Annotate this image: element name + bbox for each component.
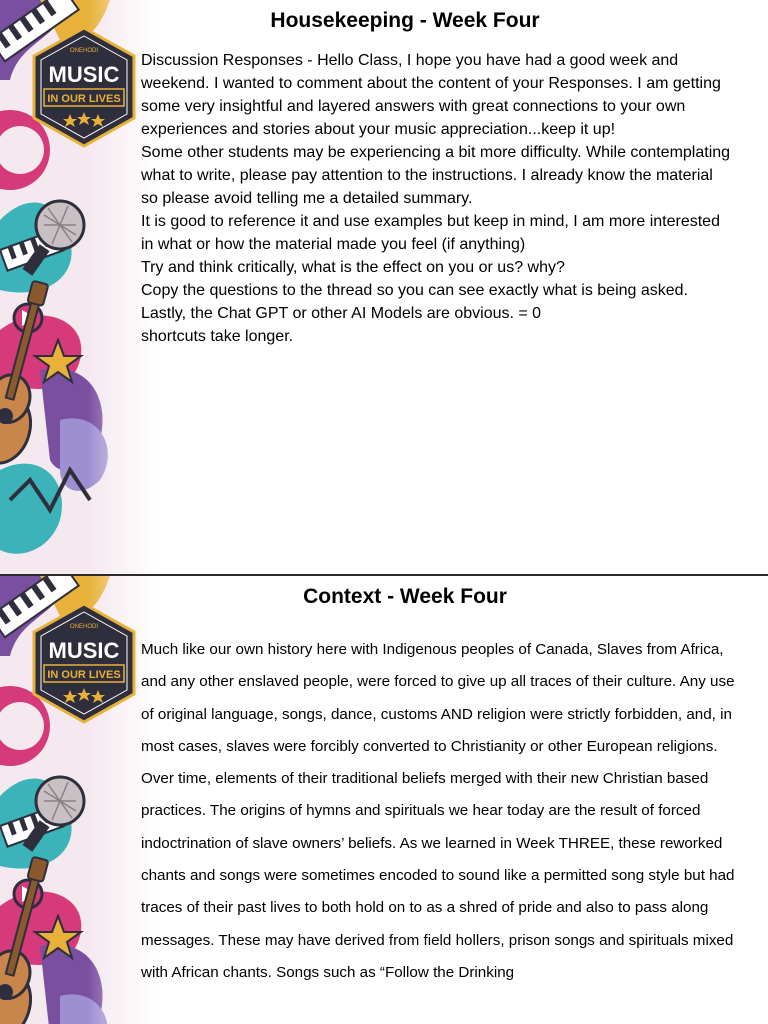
slide-body: Much like our own history here with Indigenous peoples of Canada, Slaves from Africa, and any other enslaved people, were forced to give up all traces of their culture. Any use of original language, songs, dance, customs AND religion were strictly forbidden, and, in most cases, slaves were forcibly converted to Christianity or other European religions. Over time, elements of their traditional beliefs merged with their new Christian based practices. The origins of hymns and spirituals we hear today are the result of forced indoctrination of slave owners’ beliefs. As we learned in Week THREE, these reworked chants and songs were sometimes encoded to sound like a permitted song style but had traces of their past lives to both hold on to as a shred of pride and also to pass along messages. These may have derived from field hollers, prison songs and spirituals mixed with African chants. Songs such as “Follow the Drinking xyxy=(141,641,735,981)
music-logo-badge-icon xyxy=(30,26,138,148)
logo-sub-text: IN OUR LIVES xyxy=(47,93,121,105)
logo-main-text: MUSIC xyxy=(48,638,120,663)
music-logo-badge-icon xyxy=(30,602,138,724)
slide-body xyxy=(141,49,731,348)
slide-context xyxy=(0,576,768,1024)
paragraph: Some other students may be experiencing a bit more difficulty. While contemplating what to write, please pay attention to the instructions. I already know the material so please avoid telling me a detailed summary. xyxy=(141,144,731,207)
paragraph: It is good to reference it and use examples but keep in mind, I am more interested in what or how the material made you feel (if anything) xyxy=(141,213,720,253)
logo-sub-text: IN OUR LIVES xyxy=(47,669,121,681)
paragraph: Discussion Responses - Hello Class, I hope you have had a good week and weekend. I wanted to comment about the content of your Responses. I am getting some very insightful and layered answers with great connections to your own experiences and stories about your music appreciation...keep it up! xyxy=(141,52,721,138)
paragraph: shortcuts take longer. xyxy=(141,328,294,345)
paragraph: Copy the questions to the thread so you can see exactly what is being asked. xyxy=(141,282,688,299)
logo-top-text: ONEHODI xyxy=(69,624,99,630)
slide-title: Housekeeping - Week Four xyxy=(270,9,540,32)
logo-top-text: ONEHODI xyxy=(69,48,99,54)
paragraph: Lastly, the Chat GPT or other AI Models are obvious. = 0 xyxy=(141,305,542,322)
logo-main-text: MUSIC xyxy=(48,62,120,87)
paragraph: Try and think critically, what is the effect on you or us? why? xyxy=(141,259,565,276)
slide-title: Context - Week Four xyxy=(303,585,507,608)
